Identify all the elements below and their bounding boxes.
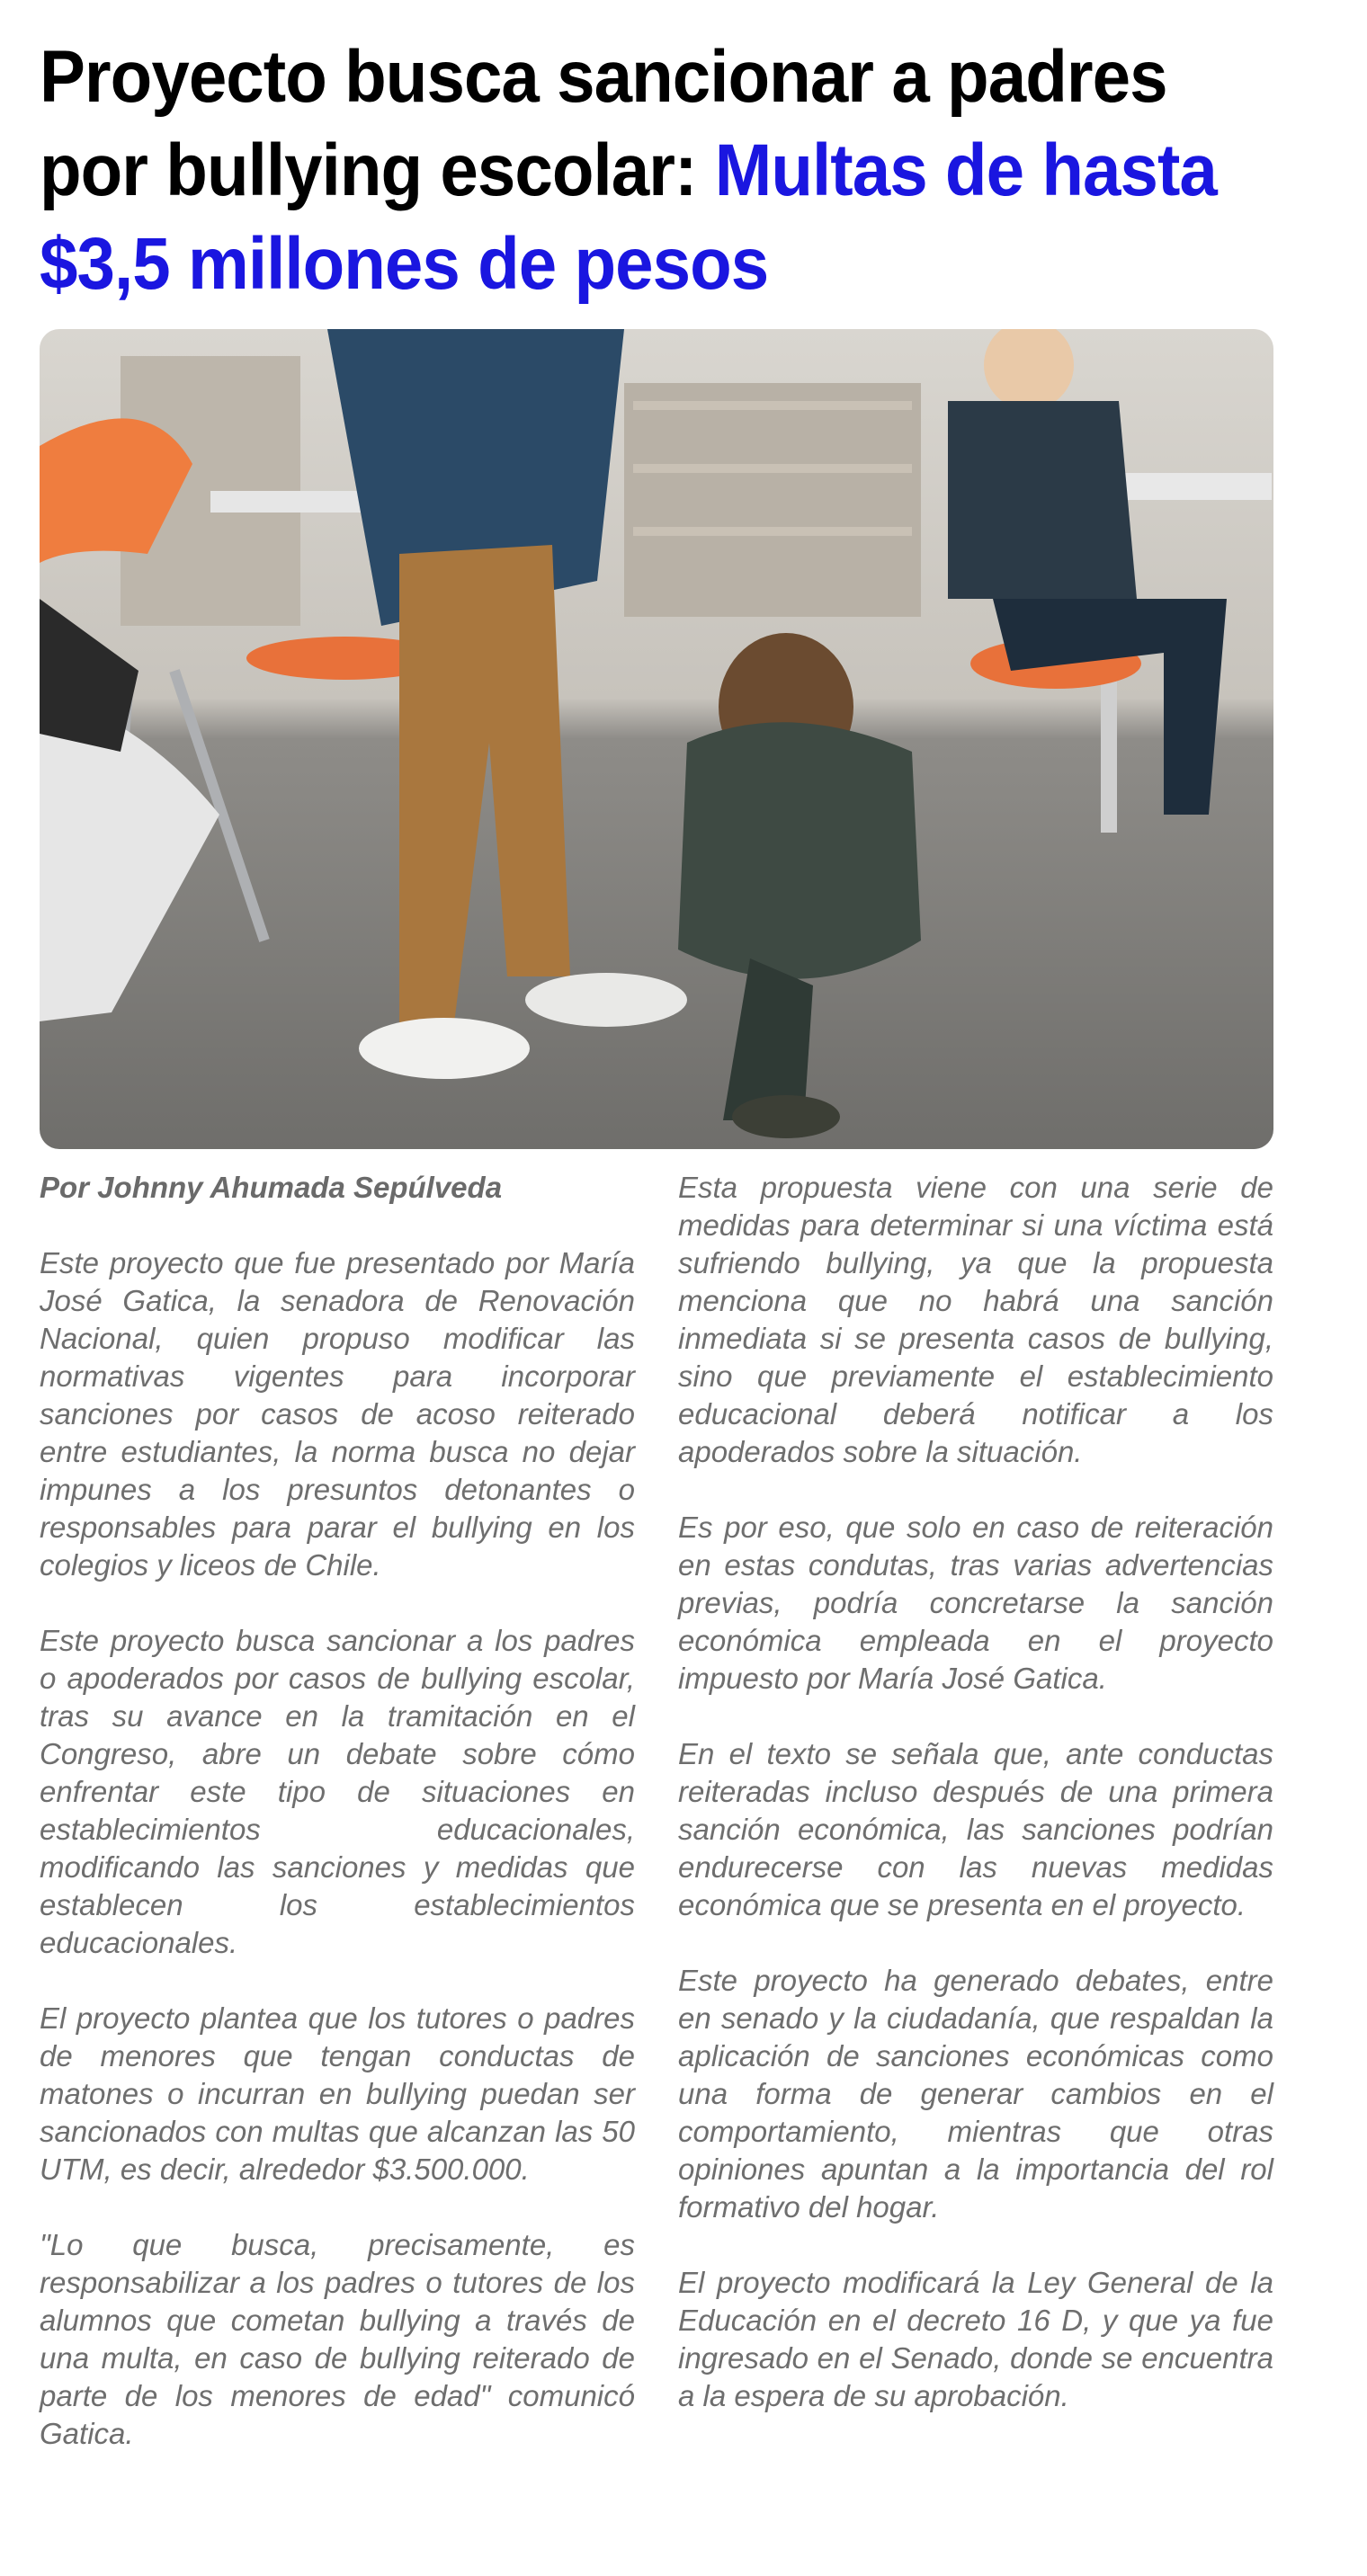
article-photo [40, 329, 1273, 1149]
left-column [40, 1169, 635, 2491]
school-classroom-bullying-photo-icon [40, 329, 1273, 1149]
paragraph: En el texto se señala que, ante conductas reiteradas incluso después de una primera sanción económica, las sanciones podrían endurecerse con las nuevas medidas económica que se presenta en el proyecto. [678, 1737, 1273, 1921]
paragraph: El proyecto modificará la Ley General de la Educación en el decreto 16 D, y que ya fue ingresado en el Senado, donde se encuentra a la espera de su aprobación. [678, 2266, 1273, 2412]
paragraph: El proyecto plantea que los tutores o padres de menores que tengan conductas de matones o incurran en bullying puedan ser sancionados con multas que alcanzan las 50 UTM, es decir, alrededor $3.500.000. [40, 2001, 635, 2186]
paragraph: "Lo que busca, precisamente, es responsabilizar a los padres o tutores de los alumnos que cometan bullying a través de una multa, en caso de bullying reiterado de parte de los menores de edad" comunicó Gatica. [40, 2228, 635, 2450]
paragraph: Es por eso, que solo en caso de reiteración en estas condutas, tras varias advertencias previas, podría concretarse la sanción económica empleada en el proyecto impuesto por María José Gatica. [678, 1511, 1273, 1695]
headline-main: Proyecto busca sancionar a padres por bullying escolar: [40, 36, 1167, 211]
paragraph: Esta propuesta viene con una serie de medidas para determinar si una víctima está sufriendo bullying, ya que la propuesta menciona que no habrá una sanción inmediata si se presenta casos de bullying, sino que previamente el establecimiento educacional deberá notificar a los apoderados sobre la situación. [678, 1171, 1273, 1468]
paragraph: Este proyecto ha generado debates, entre en senado y la ciudadanía, que respaldan la aplicación de sanciones económicas como una forma de generar cambios en el comportamiento, mientras que otras opiniones apuntan a la importancia del rol formativo del hogar. [678, 1964, 1273, 2224]
paragraph: Este proyecto que fue presentado por María José Gatica, la senadora de Renovación Nacional, quien propuso modificar las normativas vigentes para incorporar sanciones por casos de acoso reiterado entre estudiantes, la norma busca no dejar impunes a los presuntos detonantes o responsables para parar el bullying en los colegios y liceos de Chile. [40, 1246, 635, 1582]
paragraph: Este proyecto busca sancionar a los padres o apoderados por casos de bullying escolar, tras su avance en la tramitación en el Congreso, abre un debate sobre cómo enfrentar este tipo de situaciones en establecimientos educacionales, modificando las sanciones y medidas que establecen los establecimientos educacionales. [40, 1624, 635, 1959]
byline: Por Johnny Ahumada Sepúlveda [40, 1171, 503, 1204]
right-column [678, 1169, 1273, 2453]
headline-accent: Multas de hasta $3,5 millones de pesos [40, 129, 1217, 305]
headline [40, 31, 1228, 311]
